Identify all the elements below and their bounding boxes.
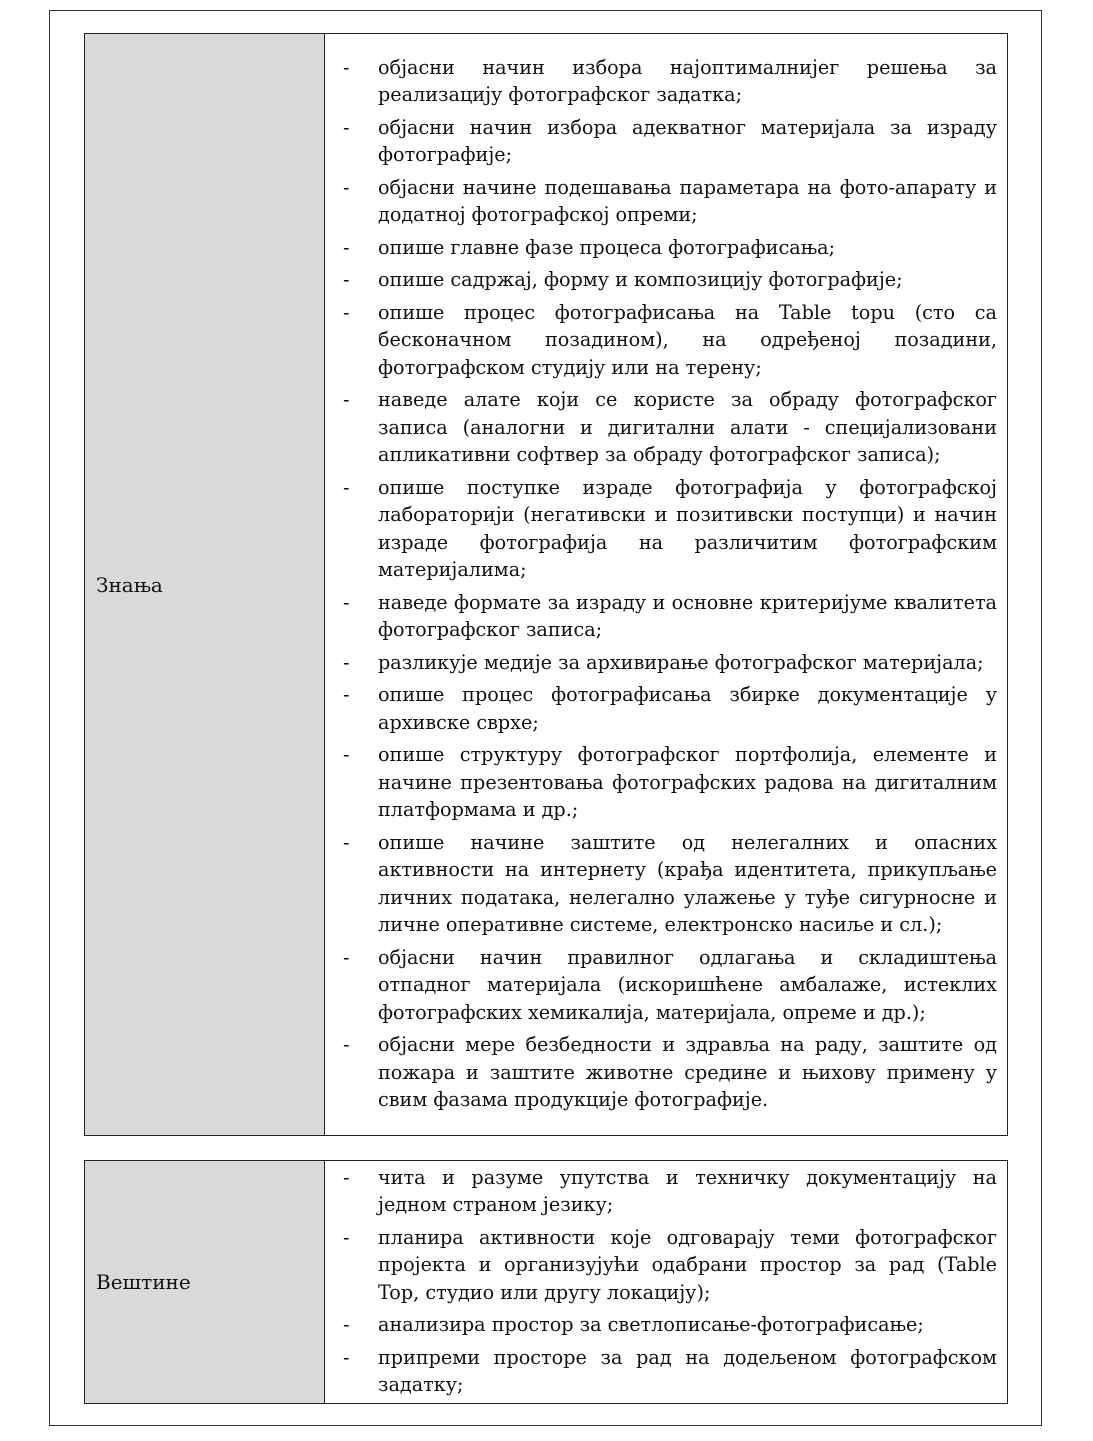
list-item bbox=[341, 386, 997, 469]
list-item bbox=[341, 54, 997, 109]
list-item-text: разликује медије за архивирање фотографског материјала; bbox=[378, 650, 984, 674]
list-item-text: опише садржај, форму и композицију фотографије; bbox=[378, 268, 903, 291]
bullet-dash: - bbox=[343, 683, 350, 706]
list-item-text: чита и разуме упутства и техничку документацију на једном страном језику; bbox=[378, 1165, 997, 1216]
list-item bbox=[341, 299, 997, 382]
list-item-text: припреми просторе за рад на додељеном фотографском задатку; bbox=[378, 1345, 997, 1396]
bullet-dash: - bbox=[343, 1165, 350, 1189]
list-item-text: опише структуру фотографског портфолија, елементе и начине презентовања фотографских радова на дигиталним платформама и др.; bbox=[378, 743, 997, 821]
list-item bbox=[341, 1164, 997, 1219]
list-item bbox=[341, 114, 997, 169]
list-item-text: објасни начин избора адекватног материјала за израду фотографије; bbox=[378, 115, 997, 166]
knowledge-content bbox=[325, 34, 1008, 1136]
bullet-dash: - bbox=[343, 235, 350, 259]
list-item bbox=[341, 1311, 997, 1339]
bullet-dash: - bbox=[343, 1033, 350, 1056]
bullet-dash: - bbox=[343, 945, 350, 969]
bullet-dash: - bbox=[343, 268, 350, 291]
bullet-dash: - bbox=[343, 830, 350, 854]
list-item-text: опише процес фотографисања на Table topu (сто са бесконачном позадином), на одређеној позадини, фотографском студију или на терену; bbox=[378, 300, 997, 379]
skills-table bbox=[84, 1160, 1008, 1404]
list-item-text: планира активности које одговарају теми фотографског пројекта и организујући одабрани простор за рад (Table Top, студио или другу локацију); bbox=[378, 1225, 997, 1304]
list-item-text: наведе формате за израду и основне критеријуме квалитета фотографског записа; bbox=[378, 590, 997, 641]
list-item-text: опише процес фотографисања збирке документације у архивске сврхе; bbox=[378, 683, 997, 734]
skills-list bbox=[341, 1164, 997, 1399]
list-item bbox=[341, 1344, 997, 1399]
bullet-dash: - bbox=[343, 388, 350, 411]
skills-label: Вештине bbox=[85, 1161, 325, 1404]
list-item bbox=[341, 589, 997, 644]
bullet-dash: - bbox=[343, 1345, 350, 1369]
list-item bbox=[341, 681, 997, 736]
bullet-dash: - bbox=[343, 55, 350, 79]
bullet-dash: - bbox=[343, 590, 350, 614]
list-item-text: опише начине заштите од нелегалних и опасних активности на интернету (крађа идентитета, прикупљање личних података, нелегално улажење у туђе сигурносне и личне оперативне системе, електронско насиље и сл.); bbox=[378, 830, 997, 936]
knowledge-list bbox=[341, 54, 997, 1114]
list-item-text: опише главне фазе процеса фотографисања; bbox=[378, 235, 836, 259]
bullet-dash: - bbox=[343, 650, 350, 674]
list-item bbox=[341, 649, 997, 677]
list-item bbox=[341, 1224, 997, 1307]
bullet-dash: - bbox=[343, 1313, 350, 1336]
list-item-text: објасни начин избора најоптималнијег решења за реализацију фотографског задатка; bbox=[378, 55, 997, 106]
bullet-dash: - bbox=[343, 743, 350, 766]
list-item bbox=[341, 944, 997, 1027]
list-item-text: опише поступке израде фотографија у фотографској лабораторији (негативски и позитивски поступци) и начин израде фотографија на различитим фотографским материјалима; bbox=[378, 475, 997, 581]
bullet-dash: - bbox=[343, 475, 350, 499]
list-item bbox=[341, 474, 997, 584]
list-item-text: објасни мере безбедности и здравља на раду, заштите од пожара и заштите животне средине и њихову примену у свим фазама продукције фотографије. bbox=[378, 1033, 997, 1111]
bullet-dash: - bbox=[343, 300, 350, 324]
list-item bbox=[341, 174, 997, 229]
list-item bbox=[341, 266, 997, 294]
skills-content bbox=[325, 1161, 1008, 1404]
bullet-dash: - bbox=[343, 175, 350, 199]
list-item-text: наведе алате који се користе за обраду фотографског записа (аналогни и дигитални алати - специјализовани апликативни софтвер за обраду фотографског записа); bbox=[378, 388, 997, 466]
knowledge-table bbox=[84, 33, 1008, 1136]
list-item bbox=[341, 741, 997, 824]
list-item bbox=[341, 1031, 997, 1114]
knowledge-label: Знања bbox=[85, 34, 325, 1136]
bullet-dash: - bbox=[343, 115, 350, 139]
list-item-text: анализира простор за светлописање-фотографисање; bbox=[378, 1313, 924, 1336]
list-item-text: објасни начин правилног одлагања и складиштења отпадног материјала (искоришћене амбалаже, истеклих фотографских хемикалија, материјала, опреме и др.); bbox=[378, 945, 997, 1024]
list-item bbox=[341, 829, 997, 939]
list-item-text: објасни начине подешавања параметара на фото-апарату и додатној фотографској опреми; bbox=[378, 175, 997, 226]
bullet-dash: - bbox=[343, 1225, 350, 1249]
list-item bbox=[341, 234, 997, 262]
